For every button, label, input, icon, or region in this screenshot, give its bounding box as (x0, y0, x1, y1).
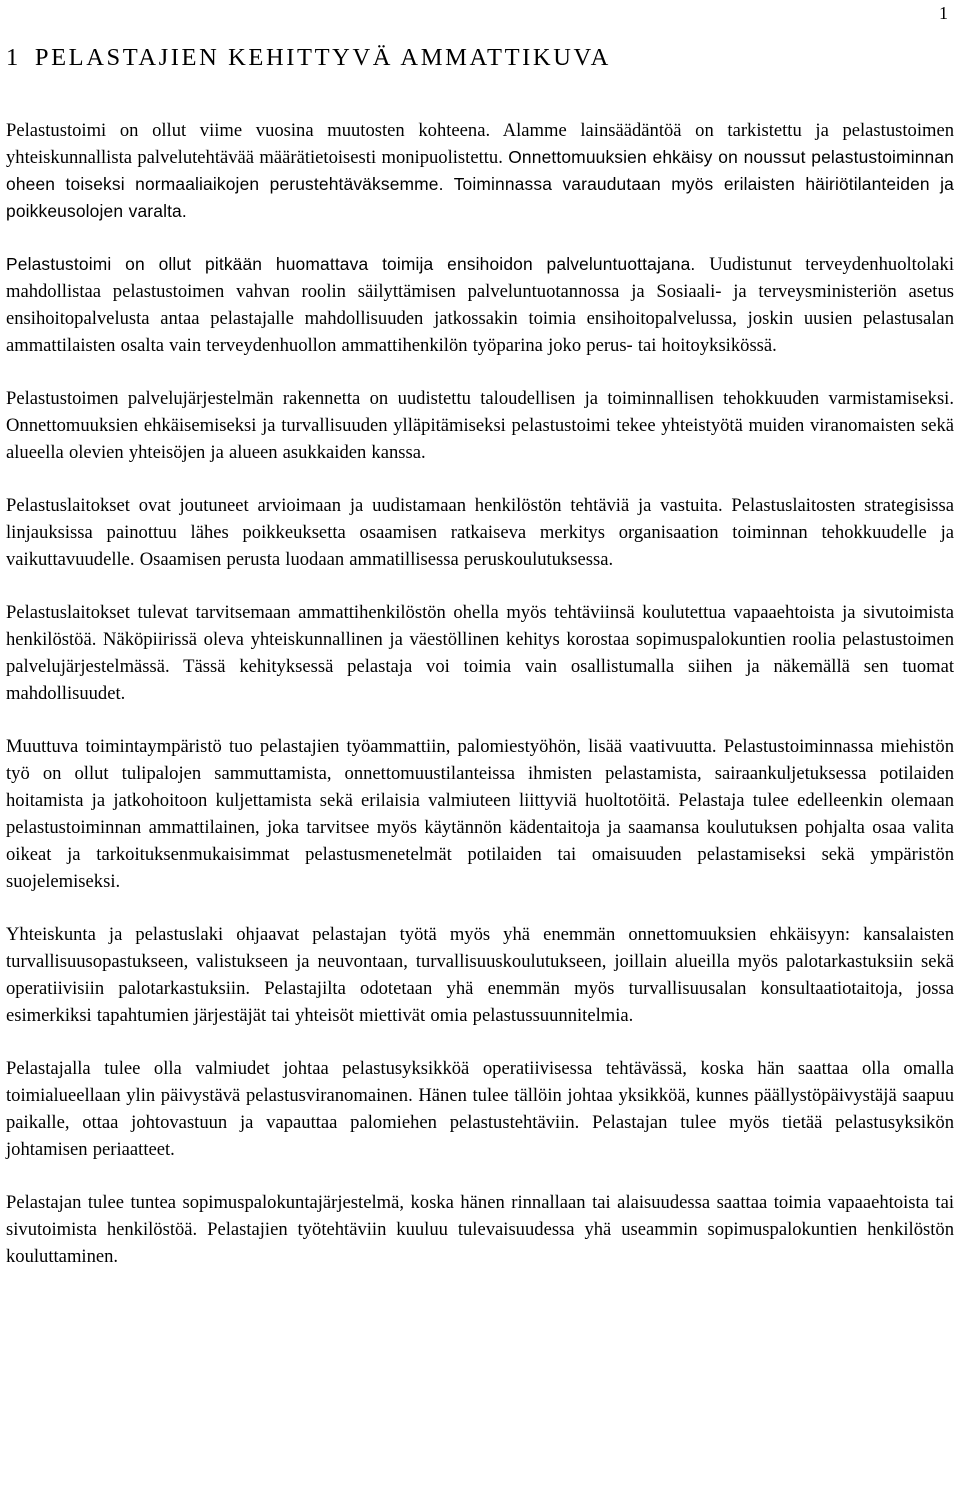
paragraph-4 (6, 492, 954, 573)
chapter-number: 1 (6, 44, 21, 71)
chapter-title: PELASTAJIEN KEHITTYVÄ AMMATTIKUVA (34, 44, 611, 71)
paragraph-text: Pelastajan tulee tuntea sopimuspalokuntajärjestelmä, koska hänen rinnallaan tai alaisuudessa saattaa toimia vapaaehtoista tai sivutoimista henkilöstöä. Pelastajien työtehtäviin kuuluu tulevaisuudessa yhä useammin sopimuspalokuntien henkilöstön kouluttaminen. (6, 1192, 954, 1267)
paragraph-text: Muuttuva toimintaympäristö tuo pelastajien työammattiin, palomiestyöhön, lisää vaativuutta. Pelastustoiminnassa miehistön työ on ollut tulipalojen sammuttamista, onnettomuustilanteissa ihmisten pelastamista, sairaankuljetuksessa potilaiden hoitamista ja jatkohoitoon kuljettamista sekä erilaisia valmiuteen liittyviä huoltotöitä. Pelastaja tulee edelleenkin olemaan pelastustoiminnan ammattilainen, joka tarvitsee myös käytännön kädentaitoja ja saamansa koulutuksen pohjalta osaa valita oikeat ja tarkoituksenmukaisimmat pelastusmenetelmät potilaiden tai omaisuuden pelastamiseksi sekä ympäristön suojelemiseksi. (6, 736, 954, 892)
paragraph-text: Pelastuslaitokset ovat joutuneet arvioimaan ja uudistamaan henkilöstön tehtäviä ja vastuita. Pelastuslaitosten strategisissa linjauksissa painottuu lähes poikkeuksetta osaamisen ratkaiseva merkitys organisaation toiminnan tehokkuudelle ja vaikuttavuudelle. Osaamisen perusta luodaan ammatillisessa peruskoulutuksessa. (6, 495, 954, 570)
chapter-heading (6, 44, 611, 72)
paragraph-text: Pelastustoimi on ollut pitkään huomattava toimija ensihoidon palveluntuottajana. (6, 254, 710, 274)
paragraph-5 (6, 599, 954, 707)
paragraph-2 (6, 251, 954, 359)
paragraph-text: Onnettomuuksien ehkäisy on noussut pelastustoiminnan oheen toiseksi normaaliaikojen perustehtäväksemme. Toiminnassa varaudutaan myös erilaisten häiriötilanteiden ja poikkeusolojen varalta. (6, 147, 954, 221)
page-number: 1 (939, 3, 948, 23)
paragraph-8 (6, 1055, 954, 1163)
paragraph-text: Yhteiskunta ja pelastuslaki ohjaavat pelastajan työtä myös yhä enemmän onnettomuuksien ehkäisyyn: kansalaisten turvallisuusopastukseen, valistukseen ja neuvontaan, turvallisuuskoulutukseen, joillain alueilla myös palotarkastuksiin sekä operatiivisiin palotarkastuksiin. Pelastajilta odotetaan yhä enemmän myös turvallisuusalan konsultaatiotaitoja, jossa esimerkiksi tapahtumien järjestäjät tai yhteisöt miettivät omia pelastussuunnitelmia. (6, 924, 954, 1026)
paragraph-text: Pelastajalla tulee olla valmiudet johtaa pelastusyksikköä operatiivisessa tehtävässä, koska hän saattaa olla omalla toimialueellaan ylin päivystävä pelastusviranomainen. Hänen tulee tällöin johtaa yksikköä, kunnes päällystöpäivystäjä saapuu paikalle, ottaa johtovastuun ja vapauttaa palomiehen pelastustehtäviin. Pelastajan tulee myös tietää pelastusyksikön johtamisen periaatteet. (6, 1058, 954, 1160)
paragraph-3 (6, 385, 954, 466)
paragraph-6 (6, 733, 954, 895)
paragraph-1 (6, 117, 954, 225)
paragraph-9 (6, 1189, 954, 1270)
paragraph-text: Pelastuslaitokset tulevat tarvitsemaan ammattihenkilöstön ohella myös tehtäviinsä koulutettua vapaaehtoista ja sivutoimista henkilöstöä. Näköpiirissä oleva yhteiskunnallinen ja väestöllinen kehitys korostaa sopimuspalokuntien roolia pelastustoimen palvelujärjestelmässä. Tässä kehityksessä pelastaja voi toimia vain osallistumalla siihen ja näkemällä sen tuomat mahdollisuudet. (6, 602, 954, 704)
paragraph-text: Uudistunut terveydenhuoltolaki mahdollistaa pelastustoimen vahvan roolin säilyttämisen palveluntuotannossa ja Sosiaali- ja terveysministeriön asetus ensihoitopalvelusta antaa pelastajalle mahdollisuuden jatkossakin toimia ensihoitopalvelussa, joskin uusien pelastusalan ammattilaisten osalta vain terveydenhuollon ammattihenkilön työparina joko perus- tai hoitoyksikössä. (6, 254, 955, 356)
paragraph-7 (6, 921, 954, 1029)
paragraph-text: Pelastustoimen palvelujärjestelmän rakennetta on uudistettu taloudellisen ja toiminnallisen tehokkuuden varmistamiseksi. Onnettomuuksien ehkäisemiseksi ja turvallisuuden ylläpitämiseksi pelastustoimi tekee yhteistyötä muiden viranomaisten sekä alueella olevien yhteisöjen ja alueen asukkaiden kanssa. (6, 388, 954, 463)
paragraph-text: Pelastustoimi on ollut viime vuosina muutosten kohteena. Alamme lainsäädäntöä on tarkistettu ja pelastustoimen yhteiskunnallista palvelutehtävää määrätietoisesti monipuolistettu. (6, 120, 954, 168)
document-body (6, 117, 954, 1296)
